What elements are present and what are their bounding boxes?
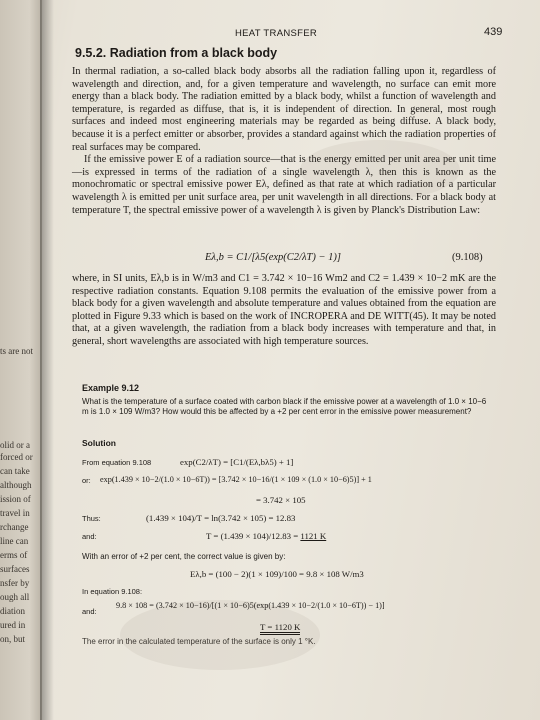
facing-page-fragment: forced or [0,452,33,462]
facing-page-fragment: diation [0,606,25,616]
paragraph-text: In thermal radiation, a so-called black body absorbs all the radiation falling upon it, regardless of wavelength and direction, and, for a given temperature and wavelength, no surface can emit more energy than a black body. The radiation emitted by a black body, whilst a function of wavelength and temperature, is regarded as diffuse, that is, it is independent of direction. In general, most rough surfaces and indeed most engineering materials may be regarded as being diffuse. A black body, because it is a perfect emitter or absorber, provides a standard against which the radiation properties of real surfaces may be compared. [72,66,496,153]
page-number: 439 [484,26,503,38]
facing-page-fragment: line can [0,536,29,546]
solution-title: Solution [82,438,116,448]
paragraph-constants [72,273,496,349]
paper-smudge [300,140,460,200]
paper-smudge [120,600,320,670]
facing-page-fragment: erms of [0,550,28,560]
facing-page-fragment: ission of [0,494,31,504]
facing-page-fragment: rchange [0,522,29,532]
solution-result: 1121 K [300,531,327,541]
solution-label: and: [82,532,97,541]
paragraph-text: where, in SI units, Eλ,b is in W/m3 and C1 = 3.742 × 10−16 Wm2 and C2 = 1.439 × 10−2 mK are the respective radiation constants. Equation 9.108 permits the evaluation of the emissive power from a black body for a given wavelength and absolute temperature and values obtained from the equation are plotted in Figure 9.33 which is based on the work of INCROPERA and DE WITT(45). It may be noted that, at a given wavelength, the radiation from a black body increases with temperature and that, in general, short wavelengths are associated with high temperature sources. [72,273,496,347]
facing-page-fragment: surfaces [0,564,30,574]
planck-equation: Eλ,b = C1/[λ5(exp(C2/λT) − 1)] [205,252,342,263]
solution-text: With an error of +2 per cent, the correct value is given by: [82,552,286,561]
solution-equation: = 3.742 × 105 [256,495,306,505]
example-title: Example 9.12 [82,383,140,393]
solution-equation: 9.8 × 108 = (3.742 × 10−16)/[(1 × 10−6)5(exp(1.439 × 10−2/(1.0 × 10−6T)) − 1)] [116,601,385,610]
equation-number: (9.108) [452,252,483,263]
facing-page-fragment: on, but [0,634,26,644]
solution-equation: Eλ,b = (100 − 2)(1 × 109)/100 = 9.8 × 108 W/m3 [190,569,364,579]
facing-page-fragment: ough all [0,592,30,602]
closing-sentence: The error in the calculated temperature of the surface is only 1 °K. [82,637,316,646]
solution-label: and: [82,607,97,616]
final-temperature: T = 1120 K [260,622,300,635]
facing-page-fragment: nsfer by [0,578,30,588]
solution-equation: exp(C2/λT) = [C1/(Eλ,bλ5) + 1] [180,457,294,467]
facing-page-fragment: ured in [0,620,26,630]
running-head: HEAT TRANSFER [235,28,318,39]
example-problem: What is the temperature of a surface coated with carbon black if the emissive power at a wavelength of 1.0 × 10−6 m is 1.0 × 109 W/m3? How would this be affected by a +2 per cent error in the emissive power measurement? [82,397,487,416]
facing-page-fragment: olid or a [0,440,30,450]
solution-equation [206,531,326,541]
facing-page-fragment: travel in [0,508,30,518]
facing-page-fragment: can take [0,466,30,476]
section-title: 9.5.2. Radiation from a black body [75,46,278,60]
facing-page-fragment: ts are not [0,346,33,356]
paragraph-black-body [72,66,496,217]
solution-label: Thus: [82,514,101,523]
paragraph-text: If the emissive power E of a radiation source—that is the energy emitted per unit area per unit time—is expressed in terms of the radiation of a single wavelength λ, then this is known as the monochromatic or spectral emissive power Eλ, defined as that rate at which radiation of a particular wavelength λ is emitted per unit surface area, per unit wavelength in all directions. For a black body at temperature T, the spectral emissive power of a wavelength λ is given by Planck's Distribution Law: [72,154,496,216]
solution-label: From equation 9.108 [82,458,152,467]
facing-page-fragment: although [0,480,32,490]
solution-equation-left: T = (1.439 × 104)/12.83 = [206,531,301,541]
solution-label: In equation 9.108: [82,587,143,596]
solution-label: or: [82,476,91,485]
solution-equation: exp(1.439 × 10−2/(1.0 × 10−6T)) = [3.742 × 10−16/(1 × 109 × (1.0 × 10−6)5)] + 1 [100,475,372,484]
solution-equation: (1.439 × 104)/T = ln(3.742 × 105) = 12.83 [146,513,296,523]
